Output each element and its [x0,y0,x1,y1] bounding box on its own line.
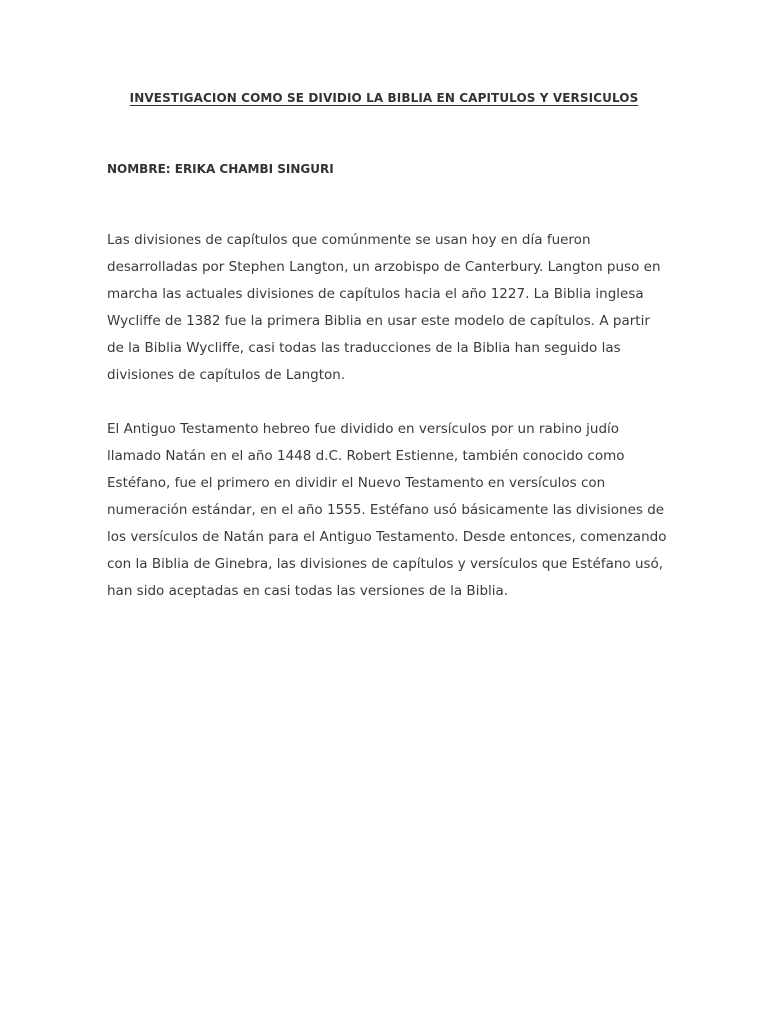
paragraph-verses: El Antiguo Testamento hebreo fue dividido en versículos por un rabino judío llamado Natán en el año 1448 d.C. Robert Estienne, también conocido como Estéfano, fue el primero en dividir el Nuevo Testamento en versículos con numeración estándar, en el año 1555. Estéfano usó básicamente las divisiones de los versículos de Natán para el Antiguo Testamento. Desde entonces, comenzando con la Biblia de Ginebra, las divisiones de capítulos y versículos que Estéfano usó, han sido aceptadas en casi todas las versiones de la Biblia. [107,421,667,599]
document-title-text: INVESTIGACION COMO SE DIVIDIO LA BIBLIA EN CAPITULOS Y VERSICULOS [129,91,639,105]
author-name-line: NOMBRE: ERIKA CHAMBI SINGURI [107,162,334,176]
document-title [0,91,768,105]
paragraph-chapters: Las divisiones de capítulos que comúnmente se usan hoy en día fueron desarrolladas por Stephen Langton, un arzobispo de Canterbury. Langton puso en marcha las actuales divisiones de capítulos hacia el año 1227. La Biblia inglesa Wycliffe de 1382 fue la primera Biblia en usar este modelo de capítulos. A partir de la Biblia Wycliffe, casi todas las traducciones de la Biblia han seguido las divisiones de capítulos de Langton. [107,232,661,383]
